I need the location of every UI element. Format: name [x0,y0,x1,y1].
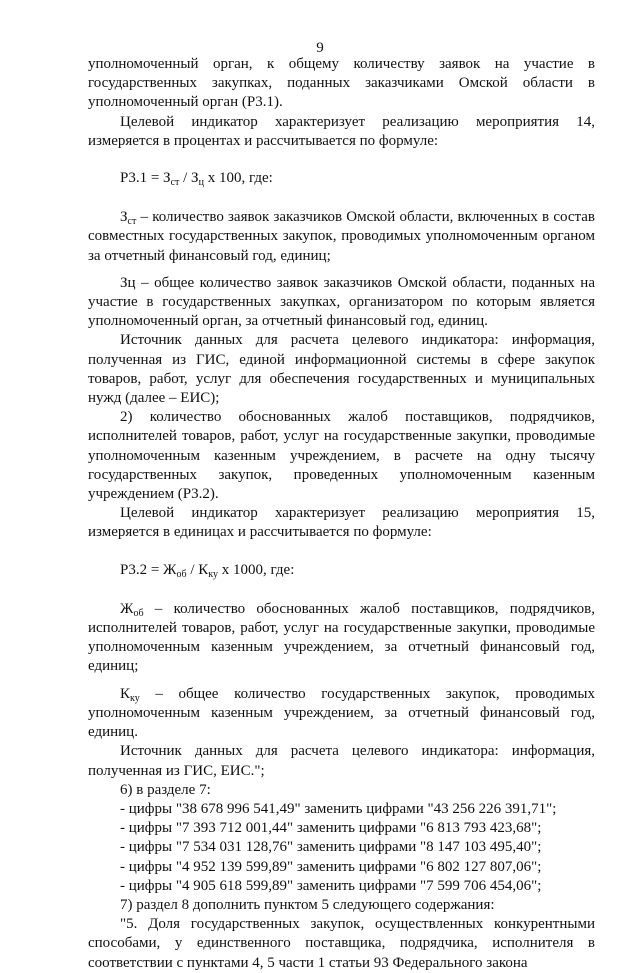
paragraph: 7) раздел 8 дополнить пунктом 5 следующего содержания: [120,896,495,913]
paragraph: - цифры "4 905 618 599,89" заменить цифрами "7 599 706 454,06"; [120,877,542,894]
page-number: 9 [316,40,324,56]
paragraph: Целевой индикатор характеризует реализацию мероприятия 15, измеряется в единицах и рассчитывается по формуле: [88,505,595,541]
paragraph: $Ж_{об}$ – количество обоснованных жалоб поставщиков, подрядчиков, исполнителей товаров, работ, услуг на государственные закупки, проводимые уполномоченным казенным учреждением, за отчетный финансовый год, единиц; [88,600,595,675]
paragraph: Источник данных для расчета целевого индикатора: информация, полученная из ГИС, ЕИС."; [88,743,595,779]
formula-line: $Р3.2 = Ж_{об} / К_{ку}$ x 1000, где: [120,561,295,580]
document-body [88,55,595,973]
paragraph: $З_{ст}$ – количество заявок заказчиков Омской области, включенных в состав совместных государственных закупок, проводимых уполномоченным органом за отчетный финансовый год, единиц; [88,209,595,264]
paragraph: - цифры "7 534 031 128,76" заменить цифрами "8 147 103 495,40"; [120,839,542,856]
paragraph: - цифры "38 678 996 541,49" заменить цифрами "43 256 226 391,71"; [120,800,557,817]
paragraph: Целевой индикатор характеризует реализацию мероприятия 14, измеряется в процентах и рассчитывается по формуле: [88,113,595,149]
paragraph: "5. Доля государственных закупок, осуществленных конкурентными способами, у единственного поставщика, подрядчика, исполнителя в соответствии с пунктами 4, 5 части 1 статьи 93 Федерального закона [88,916,595,971]
paragraph: - цифры "4 952 139 599,89" заменить цифрами "6 802 127 807,06"; [120,858,542,875]
paragraph: уполномоченный орган, к общему количеству заявок на участие в государственных закупках, поданных заказчиками Омской области в уполномоченный орган (Р3.1). [88,56,595,111]
paragraph: Источник данных для расчета целевого индикатора: информация, полученная из ГИС, единой информационной системы в сфере закупок товаров, работ, услуг для обеспечения государственных и муниципальных нужд (далее – ЕИС); [88,332,595,407]
formula-line: $Р3.1 = З_{ст} / З_ц$ x 100, где: [120,170,273,189]
paragraph: 2) количество обоснованных жалоб поставщиков, подрядчиков, исполнителей товаров, работ, услуг на государственные закупки, проводимые уполномоченным казенным учреждением, в расчете на одну тысячу государственных закупок, проведенных уполномоченным казенным учреждением (Р3.2). [88,409,595,503]
paragraph: 6) в разделе 7: [120,781,211,798]
paragraph: - цифры "7 393 712 001,44" заменить цифрами "6 813 793 423,68"; [120,820,542,837]
paragraph: Зц – общее количество заявок заказчиков Омской области, поданных на участие в государственных закупках, организатором по которым является уполномоченный орган, за отчетный финансовый год, единиц. [88,274,595,330]
paragraph: $К_{ку}$ – общее количество государственных закупок, проводимых уполномоченным казенным учреждением, за отчетный финансовый год, единиц. [88,685,595,741]
